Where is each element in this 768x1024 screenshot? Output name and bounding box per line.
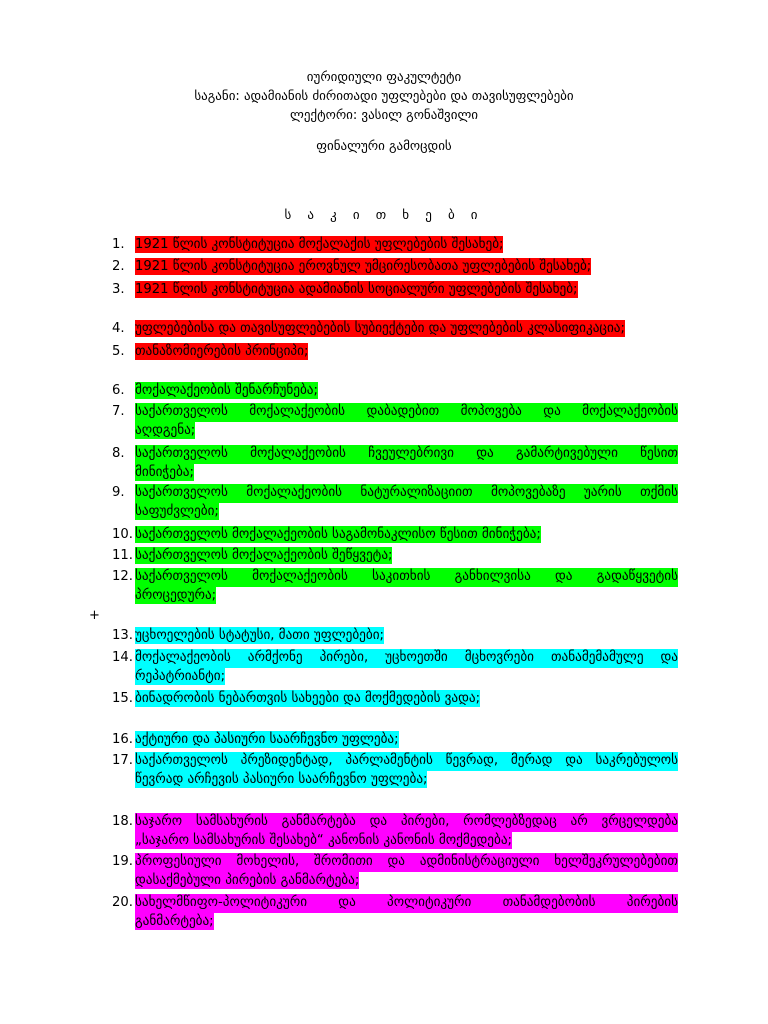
question-number: 18. (112, 814, 133, 829)
question-text (135, 690, 678, 709)
question-number: 9. (112, 485, 125, 500)
question-line: წევრად არჩევის პასიური საარჩევნო უფლება; (135, 771, 428, 787)
question-text (135, 547, 678, 566)
question-line: ბინადრობის ნებართვის სახეები და მოქმედების ვადა; (135, 691, 481, 706)
question-line: საქართველოს მოქალაქეობის ჩვეულებრივი და გამარტივებული წესით (135, 446, 678, 461)
question-line: საქართველოს მოქალაქეობის შეწყვეტა; (135, 548, 393, 563)
question-line: „საჯარო სამსახურის შესახებ“ კანონის კანონის მოქმედება; (135, 832, 512, 848)
question-text (135, 281, 678, 300)
question-line: მოქალაქეობის შენარჩუნება; (135, 383, 318, 398)
question-number: 14. (112, 650, 133, 665)
question-text (135, 343, 678, 362)
question-text (135, 403, 678, 440)
question-number: 11. (112, 548, 133, 563)
question-number: 2. (112, 259, 125, 274)
faculty-title: იურიდიული ფაკულტეტი (306, 70, 462, 85)
question-line: საფუძვლები; (135, 503, 219, 519)
question-number: 20. (112, 895, 133, 910)
question-line: თანაზომიერების პრინციპი; (135, 344, 309, 359)
question-text (135, 568, 678, 605)
question-line: საქართველოს მოქალაქეობის საკითხის განხილვისა და გადაწყვეტის (135, 569, 678, 584)
questions-title: ს ა კ ი თ ხ ე ბ ი (284, 208, 484, 223)
question-number: 3. (112, 282, 125, 297)
question-line: საქართველოს მოქალაქეობის საგამონაკლისო წესით მინიჭება; (135, 527, 541, 542)
question-line: განმარტება; (135, 913, 214, 929)
question-line: პროცედურა; (135, 587, 217, 603)
document-header (0, 68, 768, 125)
question-number: 7. (112, 404, 125, 419)
question-number: 8. (112, 446, 125, 461)
question-text (135, 813, 678, 850)
question-line: საქართველოს პრეზიდენტად, პარლამენტის წევრად, მერად და საკრებულოს (135, 753, 678, 768)
question-number: 10. (112, 527, 133, 542)
question-line: აქტიური და პასიური საარჩევნო უფლება; (135, 732, 399, 747)
question-line: 1921 წლის კონსტიტუცია ადამიანის სოციალური უფლებების შესახებ; (135, 282, 578, 297)
lecturer-line: ლექტორი: ვასილ გონაშვილი (289, 108, 479, 123)
question-number: 5. (112, 344, 125, 359)
question-number: 13. (112, 628, 133, 643)
question-number: 4. (112, 321, 125, 336)
question-line: აღდგენა; (135, 422, 196, 438)
question-line: მოქალაქეობის არმქონე პირები, უცხოეთში მცხოვრები თანამემამულე და (135, 650, 678, 665)
question-number: 16. (112, 732, 133, 747)
question-text (135, 526, 678, 545)
question-text (135, 236, 678, 255)
question-line: პროფესიული მოხელის, შრომითი და ადმინისტრაციული ხელშეკრულებებით (135, 854, 678, 869)
question-line: 1921 წლის კონსტიტუცია ეროვნულ უმცირესობათა უფლებების შესახებ; (135, 259, 592, 274)
question-line: უცხოელების სტატუსი, მათი უფლებები; (135, 628, 384, 643)
question-line: დასაქმებული პირების განმარტება; (135, 872, 360, 888)
question-text (135, 894, 678, 931)
question-text (135, 445, 678, 482)
question-text (135, 484, 678, 521)
question-line: სახელმწიფო-პოლიტიკური და პოლიტიკური თანამდებობის პირების (135, 895, 678, 910)
question-text (135, 382, 678, 401)
question-line: რეპატრიანტი; (135, 668, 226, 684)
question-line: მინიჭება; (135, 464, 194, 480)
question-number: 1. (112, 237, 125, 252)
question-number: 19. (112, 854, 133, 869)
question-text (135, 627, 678, 646)
plus-mark: + (89, 608, 100, 623)
question-text (135, 731, 678, 750)
question-number: 15. (112, 691, 133, 706)
question-text (135, 853, 678, 890)
question-text (135, 649, 678, 686)
question-line: 1921 წლის კონსტიტუცია მოქალაქის უფლებების შესახებ; (135, 237, 504, 252)
question-number: 6. (112, 383, 125, 398)
question-line: საქართველოს მოქალაქეობის დაბადებით მოპოვება და მოქალაქეობის (135, 404, 678, 419)
question-number: 12. (112, 569, 133, 584)
question-text (135, 258, 678, 277)
question-line: საჯარო სამსახურის განმარტება და პირები, რომლებზედაც არ ვრცელდება (135, 814, 678, 829)
question-text (135, 752, 678, 789)
question-line: საქართველოს მოქალაქეობის ნატურალიზაციით მოპოვებაზე უარის თქმის (135, 485, 678, 500)
question-number: 17. (112, 753, 133, 768)
question-text (135, 320, 678, 339)
subject-line: საგანი: ადამიანის ძირითადი უფლებები და თავისუფლებები (194, 89, 574, 104)
question-line: უფლებებისა და თავისუფლებების სუბიექტები და უფლებების კლასიფიკაცია; (135, 321, 625, 336)
exam-title-block (0, 137, 768, 156)
exam-title: ფინალური გამოცდის (316, 139, 452, 154)
